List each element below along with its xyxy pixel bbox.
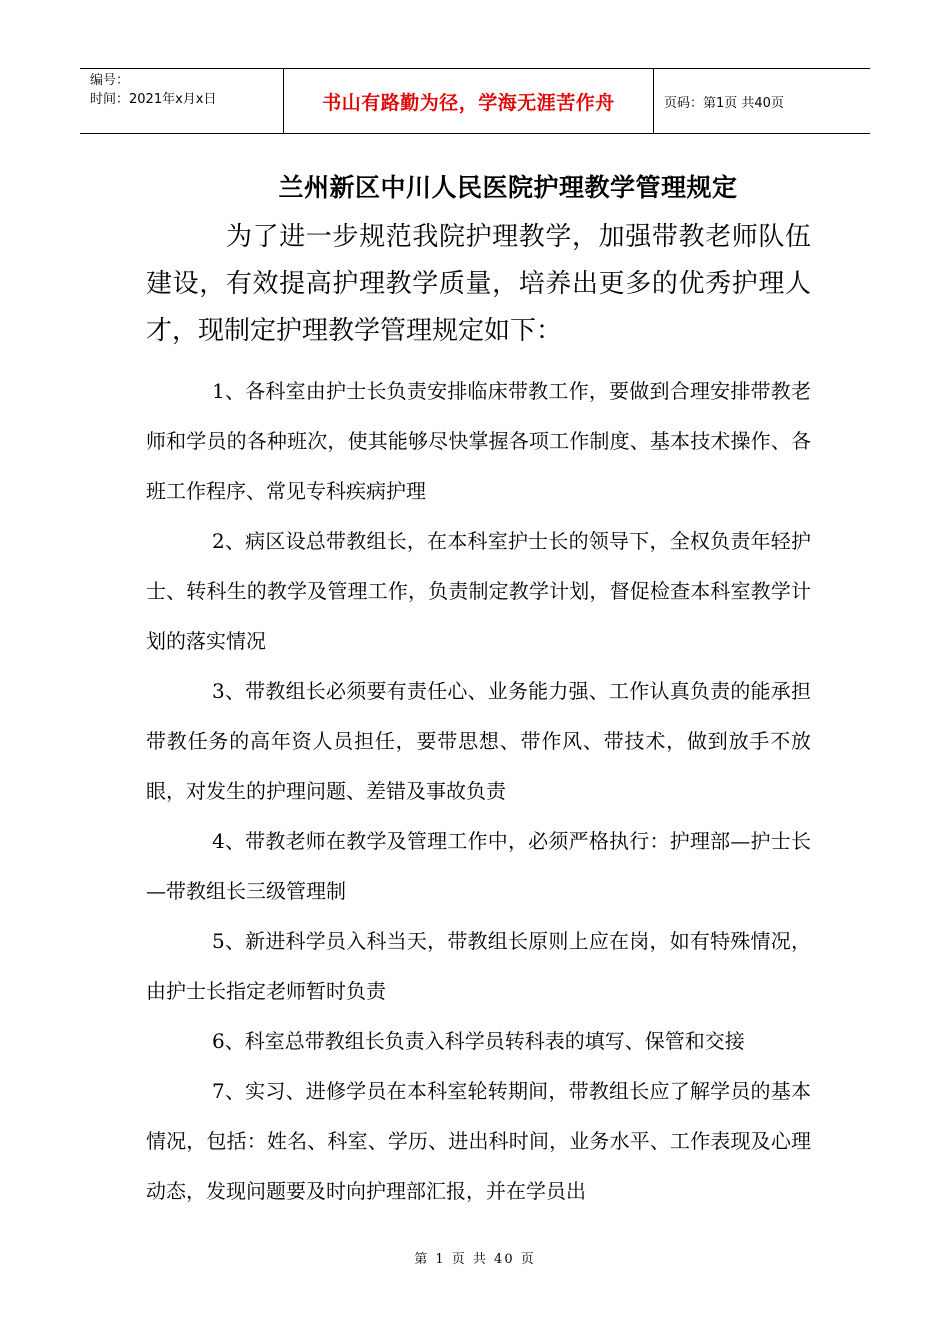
- regulation-item-6: 6、科室总带教组长负责入科学员转科表的填写、保管和交接: [212, 1029, 745, 1053]
- regulation-list: [146, 366, 811, 1216]
- regulation-item-2: 2、病区设总带教组长，在本科室护士长的领导下，全权负责年轻护士、转科生的教学及管理工作，负责制定教学计划，督促检查本科室教学计划的落实情况: [146, 529, 811, 653]
- regulation-item-4: 4、带教老师在教学及管理工作中，必须严格执行：护理部—护士长—带教组长三级管理制: [146, 829, 811, 903]
- regulation-item-7: 7、实习、进修学员在本科室轮转期间，带教组长应了解学员的基本情况，包括：姓名、科室、学历、进出科时间，业务水平、工作表现及心理动态，发现问题要及时向护理部汇报，并在学员出: [146, 1079, 811, 1203]
- header-meta-cell: [80, 69, 283, 133]
- intro-paragraph: 为了进一步规范我院护理教学，加强带教老师队伍建设，有效提高护理教学质量，培养出更多的优秀护理人才，现制定护理教学管理规定如下：: [146, 222, 811, 346]
- document-header: [80, 68, 870, 134]
- header-page-label: 页码：第1页 共40页: [664, 95, 784, 111]
- document-title: 兰州新区中川人民医院护理教学管理规定: [278, 173, 738, 202]
- document-time-label: 时间：2021年x月x日: [90, 92, 217, 107]
- document-number-label: 编号：: [90, 73, 130, 88]
- header-motto: 书山有路勤为径，学海无涯苦作舟: [283, 69, 654, 133]
- page-footer: 第 1 页 共 40 页: [414, 1252, 536, 1267]
- regulation-item-5: 5、新进科学员入科当天，带教组长原则上应在岗，如有特殊情况，由护士长指定老师暂时负责: [146, 929, 811, 1003]
- regulation-item-3: 3、带教组长必须要有责任心、业务能力强、工作认真负责的能承担带教任务的高年资人员担任，要带思想、带作风、带技术，做到放手不放眼，对发生的护理问题、差错及事故负责: [146, 679, 811, 803]
- regulation-item-1: 1、各科室由护士长负责安排临床带教工作，要做到合理安排带教老师和学员的各种班次，使其能够尽快掌握各项工作制度、基本技术操作、各班工作程序、常见专科疾病护理: [146, 379, 811, 503]
